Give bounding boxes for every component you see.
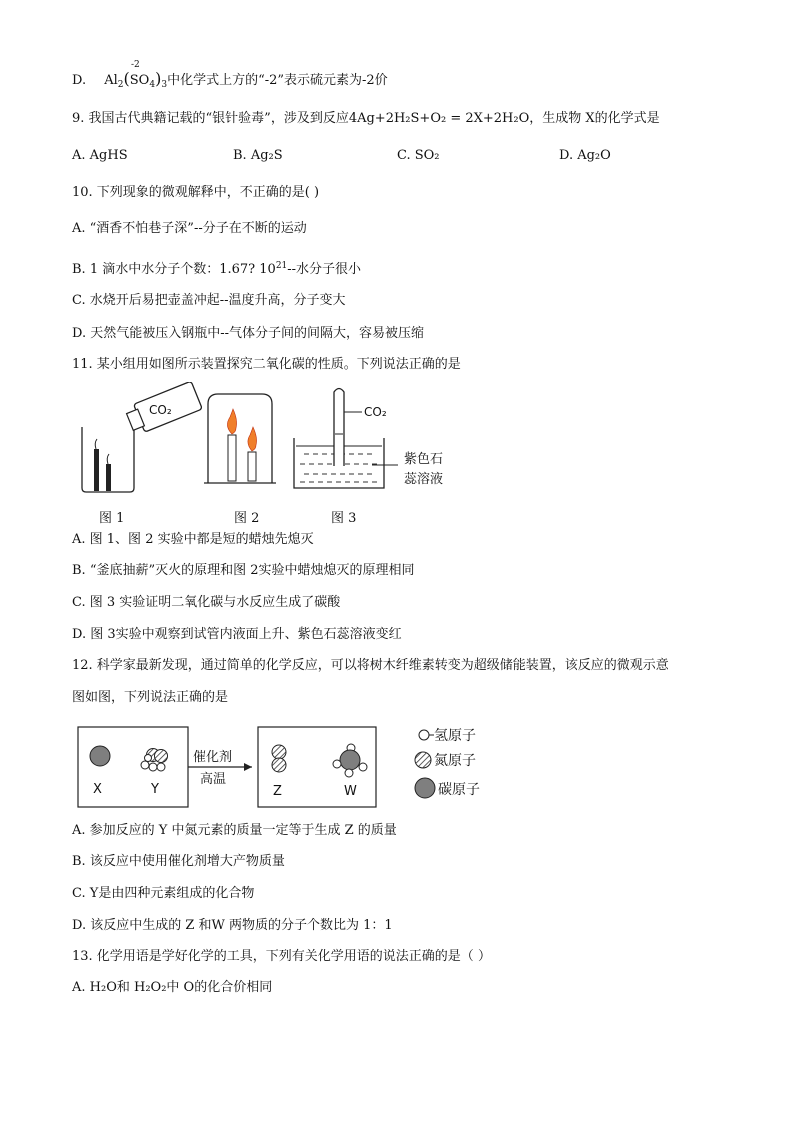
fig3-caption: 图 3 [331, 511, 357, 526]
q12-diagram [72, 722, 502, 814]
condition-catalyst: 催化剂 [193, 750, 233, 765]
q12-option-a: A. 参加反应的 Y 中氮元素的质量一定等于生成 Z 的质量 [72, 823, 397, 838]
legend-nitrogen [415, 752, 476, 769]
fig2-flame-short [248, 427, 257, 451]
svg-text:氮原子: 氮原子 [434, 753, 476, 769]
q8-charge-mark: -2 [131, 60, 140, 70]
q12-stem-line2: 图如图，下列说法正确的是 [72, 690, 229, 705]
q8-formula: $Al_2(SO_4)_3$ [104, 69, 168, 90]
label-w: W [344, 784, 357, 799]
label-z: Z [273, 784, 282, 799]
label-y: Y [151, 782, 159, 797]
q10-option-a: A. “酒香不怕巷子深”--分子在不断的运动 [72, 221, 307, 236]
q12-option-b: B. 该反应中使用催化剂增大产物质量 [72, 854, 285, 869]
q11-stem: 11. 某小组用如图所示装置探究二氧化碳的性质。下列说法正确的是 [72, 357, 461, 372]
svg-text:氢原子: 氢原子 [434, 728, 476, 744]
y-molecule [141, 749, 168, 772]
fig2-caption: 图 2 [234, 511, 260, 526]
fig1-short-candle [106, 464, 111, 491]
fig3-test-tube [334, 389, 344, 467]
q10-option-d: D. 天然气能被压入钢瓶中--气体分子间的间隔大，容易被压缩 [72, 326, 425, 341]
fig2-tall-candle [228, 435, 236, 481]
q10-option-b: B. 1 滴水中水分子个数：1.67? $10^{21}--$水分子很小 [72, 261, 362, 277]
q8-option-d: D. $Al_2(SO_4)_3$中化学式上方的“-2”表示硫元素为-2价 [72, 69, 388, 90]
fig1-caption: 图 1 [99, 511, 125, 526]
fig3-liquid-label-2: 蕊溶液 [404, 472, 444, 487]
z-molecule [272, 745, 286, 772]
condition-heat: 高温 [200, 772, 227, 787]
fig2-flame-tall [227, 409, 236, 434]
q9-stem: 9. 我国古代典籍记载的“银针验毒”，涉及到反应4Ag+2H₂S+O₂ = 2X+2H₂O，生成物 X的化学式是 [72, 111, 660, 126]
q11-option-c: C. 图 3 实验证明二氧化碳与水反应生成了碳酸 [72, 595, 341, 610]
q11-option-b: B. “釜底抽薪”灭火的原理和图 2实验中蜡烛熄灭的原理相同 [72, 563, 415, 578]
q9-option-d: D. Ag₂O [559, 148, 611, 163]
fig1-co2-label: CO₂ [149, 403, 172, 417]
fig2-bell-jar [204, 394, 276, 483]
q12-option-d: D. 该反应中生成的 Z 和W 两物质的分子个数比为 1：1 [72, 918, 393, 933]
w-molecule [333, 744, 367, 777]
legend-hydrogen [419, 728, 476, 744]
q12-option-c: C. Y是由四种元素组成的化合物 [72, 886, 255, 901]
q11-figures [72, 382, 472, 507]
fig2-short-candle [248, 452, 256, 481]
q12-stem-line1: 12. 科学家最新发现，通过简单的化学反应，可以将树木纤维素转变为超级储能装置，该反应的微观示意 [72, 658, 669, 673]
fig1-long-candle [94, 449, 99, 491]
q9-option-b: B. Ag₂S [233, 148, 283, 163]
q10-option-c: C. 水烧开后易把壶盖冲起--温度升高，分子变大 [72, 293, 346, 308]
q11-option-d: D. 图 3实验中观察到试管内液面上升、紫色石蕊溶液变红 [72, 627, 402, 642]
q10-stem: 10. 下列现象的微观解释中，不正确的是( ) [72, 185, 320, 200]
fig1-beaker [82, 427, 134, 492]
q13-stem: 13. 化学用语是学好化学的工具，下列有关化学用语的说法正确的是（ ） [72, 949, 491, 964]
svg-text:碳原子: 碳原子 [438, 782, 480, 798]
legend-carbon [415, 778, 480, 798]
q11-option-a: A. 图 1、图 2 实验中都是短的蜡烛先熄灭 [72, 532, 314, 547]
fig3-liquid-label-1: 紫色石 [404, 452, 444, 467]
fig3-trough [294, 389, 398, 489]
label-x: X [93, 782, 102, 797]
fig3-co2-label: CO₂ [364, 405, 387, 419]
q9-option-c: C. SO₂ [397, 148, 440, 163]
q13-option-a: A. H₂O和 H₂O₂中 O的化合价相同 [72, 980, 273, 995]
q9-option-a: A. AgHS [72, 148, 128, 163]
x-carbon-atom [90, 746, 110, 766]
